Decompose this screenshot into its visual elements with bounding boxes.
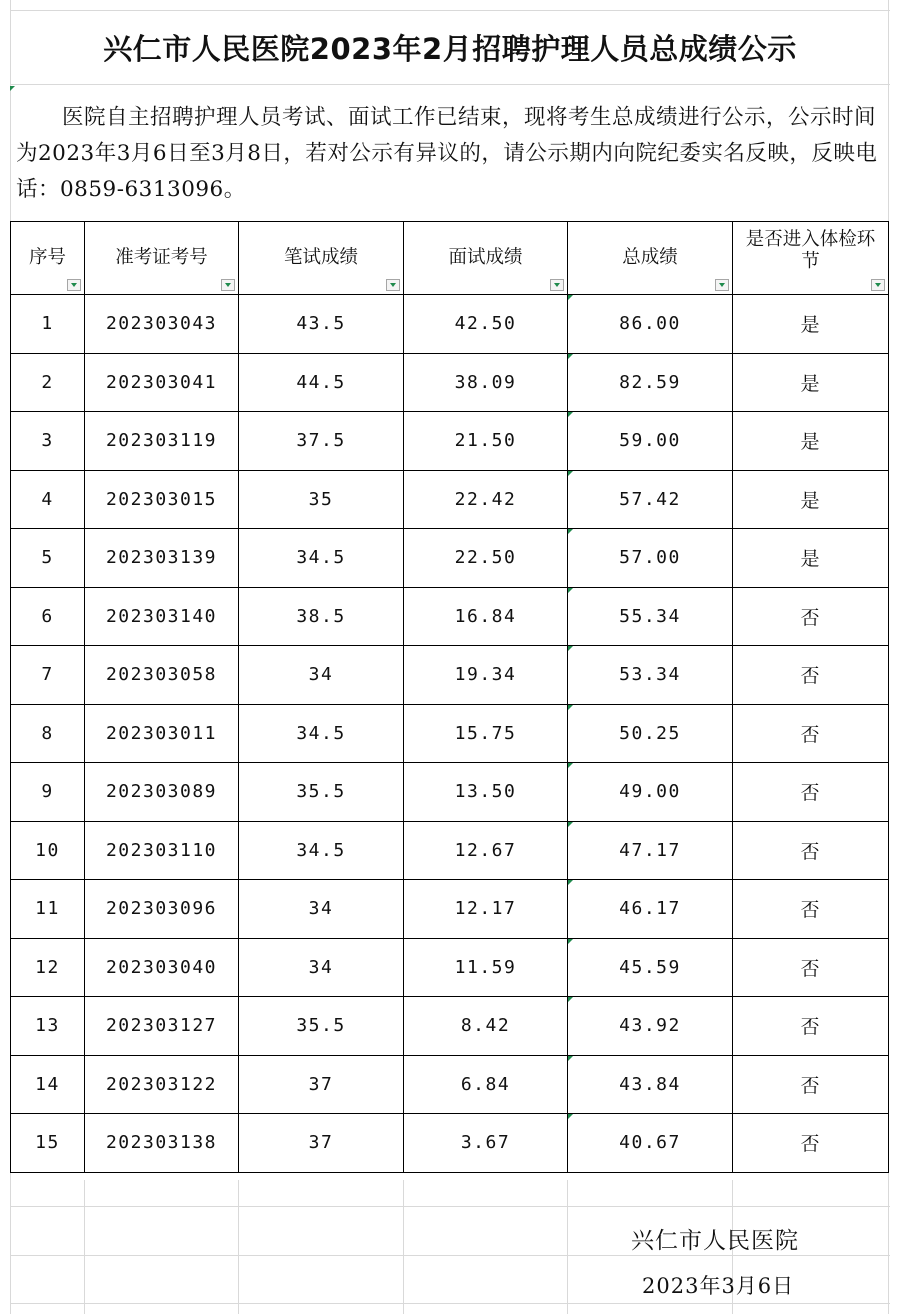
cell-written-score[interactable]: 34	[239, 938, 404, 997]
header-label: 准考证考号	[115, 247, 208, 268]
header-total-score[interactable]	[568, 222, 733, 295]
cell-marker	[568, 529, 573, 534]
gridline	[84, 1180, 85, 1314]
cell-total-score[interactable]: 47.17	[568, 821, 733, 880]
title-cell[interactable]	[10, 10, 890, 85]
cell-exam-id[interactable]: 202303096	[85, 880, 239, 939]
gridline	[10, 1255, 890, 1256]
gridline	[10, 1303, 890, 1304]
cell-total-score[interactable]: 53.34	[568, 646, 733, 705]
gridline	[10, 1206, 890, 1207]
cell-seq[interactable]: 5	[11, 529, 85, 588]
filter-dropdown-icon[interactable]	[221, 279, 235, 291]
table-row	[11, 938, 889, 997]
cell-exam-id[interactable]: 202303119	[85, 412, 239, 471]
table-row	[11, 412, 889, 471]
header-written-score[interactable]	[239, 222, 404, 295]
cell-written-score[interactable]: 34.5	[239, 704, 404, 763]
cell-interview-score[interactable]: 13.50	[404, 763, 568, 822]
results-table	[10, 221, 889, 1173]
table-header-row	[11, 222, 889, 295]
cell-interview-score[interactable]: 21.50	[404, 412, 568, 471]
cell-marker	[568, 588, 573, 593]
cell-written-score[interactable]: 44.5	[239, 353, 404, 412]
cell-seq[interactable]: 1	[11, 295, 85, 354]
cell-physical-exam[interactable]: 否	[733, 1055, 889, 1114]
cell-seq[interactable]: 13	[11, 997, 85, 1056]
notice-paragraph[interactable]: 医院自主招聘护理人员考试、面试工作已结束，现将考生总成绩进行公示，公示时间为2023年3月6日至3月8日，若对公示有异议的，请公示期内向院纪委实名反映，反映电话：0859-6313096。	[16, 105, 878, 202]
header-interview-score[interactable]	[404, 222, 568, 295]
cell-interview-score[interactable]: 19.34	[404, 646, 568, 705]
cell-total-score[interactable]: 57.42	[568, 470, 733, 529]
filter-dropdown-icon[interactable]	[386, 279, 400, 291]
table-row	[11, 353, 889, 412]
table-body	[11, 295, 889, 1173]
cell-written-score[interactable]: 43.5	[239, 295, 404, 354]
filter-dropdown-icon[interactable]	[871, 279, 885, 291]
cell-physical-exam[interactable]: 是	[733, 470, 889, 529]
cell-exam-id[interactable]: 202303041	[85, 353, 239, 412]
header-seq[interactable]	[11, 222, 85, 295]
footer-date[interactable]: 2023年3月6日	[642, 1274, 795, 1298]
cell-marker	[568, 471, 573, 476]
header-label: 序号	[28, 247, 66, 268]
cell-total-score[interactable]: 59.00	[568, 412, 733, 471]
cell-written-score[interactable]: 34.5	[239, 529, 404, 588]
cell-seq[interactable]: 4	[11, 470, 85, 529]
table-row	[11, 880, 889, 939]
header-label: 总成绩	[622, 247, 678, 268]
header-physical-exam[interactable]	[733, 222, 889, 295]
gridline	[567, 1180, 568, 1314]
cell-total-score[interactable]: 50.25	[568, 704, 733, 763]
gridline	[238, 1180, 239, 1314]
cell-exam-id[interactable]: 202303089	[85, 763, 239, 822]
filter-dropdown-icon[interactable]	[67, 279, 81, 291]
cell-marker	[568, 295, 573, 300]
cell-total-score[interactable]: 43.92	[568, 997, 733, 1056]
cell-physical-exam[interactable]: 否	[733, 938, 889, 997]
cell-seq[interactable]: 11	[11, 880, 85, 939]
cell-physical-exam[interactable]: 否	[733, 704, 889, 763]
cell-seq[interactable]: 8	[11, 704, 85, 763]
cell-interview-score[interactable]: 6.84	[404, 1055, 568, 1114]
cell-seq[interactable]: 6	[11, 587, 85, 646]
cell-total-score[interactable]: 86.00	[568, 295, 733, 354]
cell-marker	[568, 1056, 573, 1061]
header-label: 笔试成绩	[283, 247, 358, 268]
table-row	[11, 470, 889, 529]
cell-written-score[interactable]: 37.5	[239, 412, 404, 471]
cell-total-score[interactable]: 49.00	[568, 763, 733, 822]
cell-written-score[interactable]: 34	[239, 880, 404, 939]
cell-total-score[interactable]: 45.59	[568, 938, 733, 997]
cell-marker	[568, 822, 573, 827]
cell-marker	[568, 997, 573, 1002]
table-row	[11, 821, 889, 880]
gridline	[403, 1180, 404, 1314]
cell-written-score[interactable]: 34.5	[239, 821, 404, 880]
filter-dropdown-icon[interactable]	[550, 279, 564, 291]
cell-seq[interactable]: 12	[11, 938, 85, 997]
table-row	[11, 763, 889, 822]
cell-seq[interactable]: 3	[11, 412, 85, 471]
cell-physical-exam[interactable]: 是	[733, 295, 889, 354]
cell-marker	[568, 412, 573, 417]
cell-marker	[568, 763, 573, 768]
cell-interview-score[interactable]: 38.09	[404, 353, 568, 412]
table-row	[11, 529, 889, 588]
cell-physical-exam[interactable]: 否	[733, 646, 889, 705]
cell-written-score[interactable]: 38.5	[239, 587, 404, 646]
cell-interview-score[interactable]: 8.42	[404, 997, 568, 1056]
cell-written-score[interactable]: 35.5	[239, 763, 404, 822]
cell-exam-id[interactable]: 202303140	[85, 587, 239, 646]
table-row	[11, 587, 889, 646]
table-row	[11, 295, 889, 354]
cell-physical-exam[interactable]: 否	[733, 763, 889, 822]
cell-exam-id[interactable]: 202303110	[85, 821, 239, 880]
cell-interview-score[interactable]: 42.50	[404, 295, 568, 354]
cell-exam-id[interactable]: 202303058	[85, 646, 239, 705]
cell-marker	[568, 646, 573, 651]
cell-exam-id[interactable]: 202303138	[85, 1114, 239, 1173]
spreadsheet-sheet	[10, 0, 890, 1314]
cell-interview-score[interactable]: 15.75	[404, 704, 568, 763]
cell-written-score[interactable]: 37	[239, 1055, 404, 1114]
table-row	[11, 1114, 889, 1173]
cell-exam-id[interactable]: 202303139	[85, 529, 239, 588]
cell-physical-exam[interactable]: 是	[733, 529, 889, 588]
page-title: 兴仁市人民医院2023年2月招聘护理人员总成绩公示	[103, 31, 797, 66]
cell-exam-id[interactable]: 202303040	[85, 938, 239, 997]
cell-marker	[10, 86, 15, 91]
cell-physical-exam[interactable]: 否	[733, 1114, 889, 1173]
cell-interview-score[interactable]: 22.50	[404, 529, 568, 588]
cell-physical-exam[interactable]: 否	[733, 821, 889, 880]
cell-marker	[568, 354, 573, 359]
header-exam-id[interactable]	[85, 222, 239, 295]
cell-written-score[interactable]: 37	[239, 1114, 404, 1173]
cell-marker	[568, 705, 573, 710]
cell-interview-score[interactable]: 22.42	[404, 470, 568, 529]
cell-written-score[interactable]: 35	[239, 470, 404, 529]
cell-seq[interactable]: 9	[11, 763, 85, 822]
cell-interview-score[interactable]: 11.59	[404, 938, 568, 997]
cell-total-score[interactable]: 40.67	[568, 1114, 733, 1173]
cell-total-score[interactable]: 55.34	[568, 587, 733, 646]
cell-total-score[interactable]: 57.00	[568, 529, 733, 588]
cell-physical-exam[interactable]: 是	[733, 353, 889, 412]
cell-marker	[568, 1114, 573, 1119]
cell-seq[interactable]: 14	[11, 1055, 85, 1114]
table-row	[11, 997, 889, 1056]
cell-physical-exam[interactable]: 否	[733, 880, 889, 939]
cell-exam-id[interactable]: 202303122	[85, 1055, 239, 1114]
cell-interview-score[interactable]: 12.17	[404, 880, 568, 939]
cell-physical-exam[interactable]: 否	[733, 587, 889, 646]
table-row	[11, 1055, 889, 1114]
cell-interview-score[interactable]: 16.84	[404, 587, 568, 646]
filter-dropdown-icon[interactable]	[715, 279, 729, 291]
cell-physical-exam[interactable]: 否	[733, 997, 889, 1056]
cell-interview-score[interactable]: 12.67	[404, 821, 568, 880]
cell-total-score[interactable]: 43.84	[568, 1055, 733, 1114]
cell-interview-score[interactable]: 3.67	[404, 1114, 568, 1173]
header-label: 面试成绩	[448, 247, 523, 268]
cell-exam-id[interactable]: 202303015	[85, 470, 239, 529]
cell-total-score[interactable]: 82.59	[568, 353, 733, 412]
table-row	[11, 704, 889, 763]
cell-exam-id[interactable]: 202303127	[85, 997, 239, 1056]
cell-exam-id[interactable]: 202303043	[85, 295, 239, 354]
cell-seq[interactable]: 2	[11, 353, 85, 412]
table-row	[11, 646, 889, 705]
cell-seq[interactable]: 15	[11, 1114, 85, 1173]
footer-organization[interactable]: 兴仁市人民医院	[631, 1228, 799, 1254]
cell-written-score[interactable]: 35.5	[239, 997, 404, 1056]
cell-seq[interactable]: 10	[11, 821, 85, 880]
cell-physical-exam[interactable]: 是	[733, 412, 889, 471]
cell-total-score[interactable]: 46.17	[568, 880, 733, 939]
cell-marker	[568, 939, 573, 944]
cell-marker	[568, 880, 573, 885]
cell-seq[interactable]: 7	[11, 646, 85, 705]
cell-written-score[interactable]: 34	[239, 646, 404, 705]
header-label: 是否进入体检环节	[745, 229, 876, 272]
cell-exam-id[interactable]: 202303011	[85, 704, 239, 763]
